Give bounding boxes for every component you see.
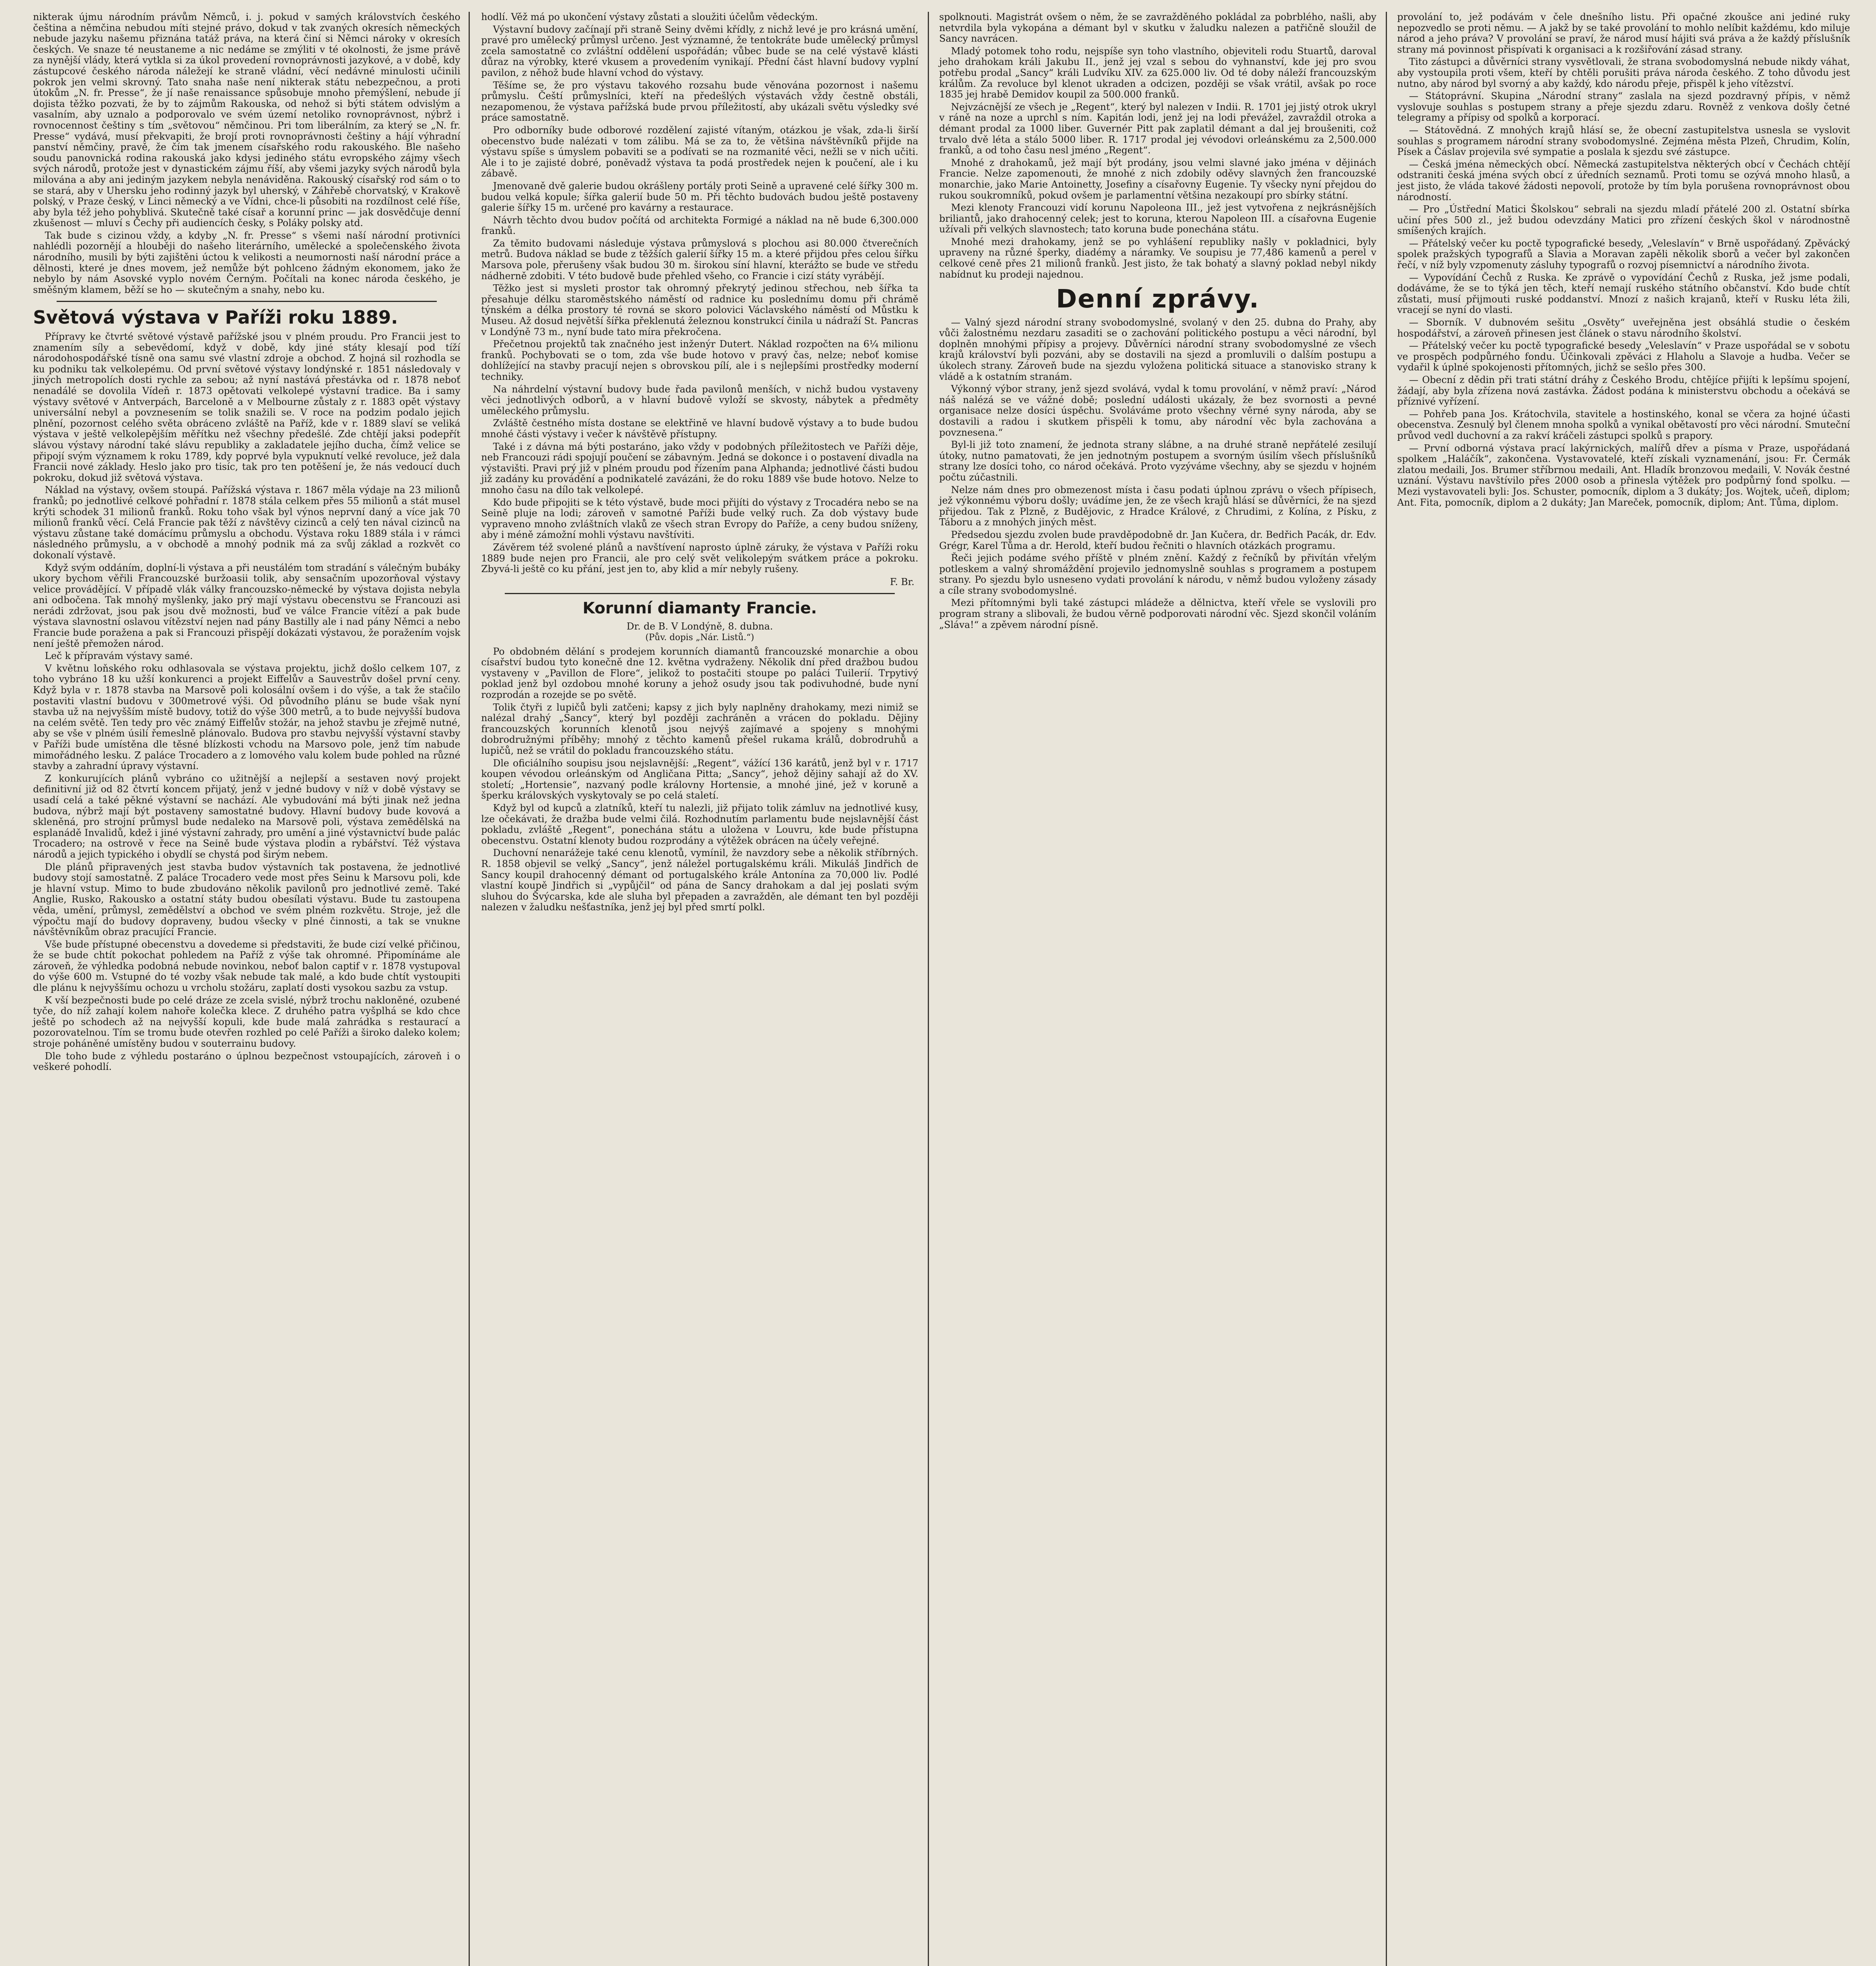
paragraph: hodlí. Věž má po ukončení výstavy zůstati a sloužiti účelům vědeckým. [481, 12, 818, 22]
paragraph: Náklad na výstavy, ovšem stoupá. Pařížská výstava r. 1867 měla výdaje na 23 milionů franků; po jednotlivé celkové pohřadní r. 1878 stála celkem přes 55 milionů a stát musel krýti schodek 31 milionů franků. Roku toho však byl výnos neprvní daný a více jak 70 milionů franků věcí. Celá Francie pak těží z návštěvy cizinců a celý ten nával cizinců na výstavu zůstane také domácímu průmyslu a obchodu. Výstava roku 1889 stála i v rámci následného průmyslu, a v obchodě a mnohý podnik má za svůj základ a rozkvět co dokonalí výstavě. [33, 484, 460, 561]
paragraph: Dle plánů připravených jest stavba budov výstavních tak postavena, že jednotlivé budovy stojí samostatně. Z paláce Trocadero vede most přes Seinu k Marsovu poli, kde je hlavní vstup. Mimo to bude zbudováno několik pavilonů pro jednotlivé země. Také Anglie, Rusko, Rakousko a ostatní státy budou obesílati výstavu. Bude tu zastoupena věda, umění, průmysl, zemědělství a obchod ve svém plném rozkvětu. Stroje, jež dle výpočtu mají do budovy dopraveny, budou všecky v plné činnosti, a tak se vnukne návštěvníkům obraz pracující Francie. [33, 861, 460, 938]
paragraph: Mnohé mezi drahokamy, jenž se po vyhlášení republiky našly v pokladnici, byly upraveny na různé šperky, diadémy a náramky. Ve soupisu je 77,486 kamenů a perel v celkové ceně přes 21 milionů franků. Jest jisto, že tak bohatý a slavný poklad nebyl nikdy nabídnut ku prodeji najednou. [939, 236, 1376, 280]
paragraph: Mladý potomek toho rodu, nejspíše syn toho vlastního, objeviteli rodu Stuartů, daroval jeho drahokam králi Jakubu II., jenž jej vzal s sebou do vyhnanství, kde jej pro svou potřebu prodal „Sancy“ králi Ludvíku XIV. za 625.000 liv. Od té doby náleží francouzským králům. Za revoluce byl klenot ukraden a odcizen, později se však vrátil, avšak po roce 1835 jej hrabě Demidov koupil za 500.000 franků. [939, 45, 1376, 100]
paragraph: Za těmito budovami následuje výstava průmyslová s plochou asi 80.000 čtverečních metrů. Budova náklad se bude z těžších galerií šířky 15 m. a které přijdou přes celou šířku Marsova pole, přerušeny však budou 30 m. širokou síní hlavní, kterážto se bude ve středu nádherně zdobiti. V této budově bude přehled všeho, co Francie i cizí státy vyrábějí. [481, 237, 918, 282]
paragraph: Přípravy ke čtvrté světové výstavě pařížské jsou v plném proudu. Pro Francii jest to znamením síly a sebevědomí, když v době, kdy jiné státy klesají pod tíží národohospodářské tísně ona samu své vlastní zdroje a obchod. Z hojná sil rozhodla se ku podniku tak velkolepému. Od první světové výstavy londýnské r. 1851 následovaly v jiných metropolích dosti rychle za sebou; až nyní nastává přestávka od r. 1878 neboť nenadálé se dovolila Vídeň r. 1873 opětovati velkolepé výstavní tradice. Ba i samy výstavy světové v Antverpách, Barceloně a v Melbourne zůstaly z r. 1883 opět výstavy universální nebyl a povznesením se tolik snažili se. V roce na podzim podalo jejich plnění, pozornost celého světa obráceno zvláště na Paříž, kde v r. 1889 slaví se veliká výstava v ještě velkolepějším měřítku než všechny předešlé. Zde chtějí jaksi podepřít slávou výstavy národní také slávu republiky a zakladatele jejího ducha, čímž velice se připojí svým významem k roku 1789, kdy poprvé byla vypuknutí velké revoluce, jež dala Francii nové základy. Heslo jako pro tisíc, tak pro ten potěšení je, že nás vedoucí duch pokroku, dokud již světová výstava. [33, 331, 460, 483]
paragraph: — Valný sjezd národní strany svobodomyslné, svolaný v den 25. dubna do Prahy, aby vůči žalostnému nezdaru zasaditi se o zachování politického postupu a věci národní, byl doplněn mnohými přípisy a projevy. Důvěrníci národní strany svobodomyslné ze všech krajů království byli pozváni, aby se dostavili na sjezd a promluvili o dalším postupu a úkolech strany. Zároveň bude na sjezdu vyložena politická situace a stanovisko strany k vládě a k ostatním stranám. [939, 317, 1376, 382]
paragraph: Tolik čtyři z lupičů byli zatčeni; kapsy z jich byly naplněny drahokamy, mezi nimiž se nalézal drahý „Sancy“, který byl později zachráněn a vrácen do pokladu. Dějiny francouzských korunních klenotů jsou nejvýš zajímavé a spojeny s mnohými dobrodružnými příběhy; mnohý z těchto kamenů přešel rukama králů, dobrodruhů a lupičů, než se vrátil do pokladu francouzského státu. [481, 701, 918, 757]
paragraph: — První odborná výstava prací lakýrnických, malířů dřev a písma v Praze, uspořádaná spolkem „Haláčík“, zakončena. Vystavovatelé, kteří získali vyznamenání, jsou: Fr. Čermák zlatou medaili, Jos. Brumer stříbrnou medaili, Ant. Hladík bronzovou medaili, V. Novák čestné uznání. Výstavu navštívilo přes 2000 osob a přinesla výtěžek pro podpůrný fond spolku. — Mezi vystavovateli byli: Jos. Schuster, pomocník, diplom a 3 dukáty; Jos. Wojtek, učeň, diplom; Ant. Fita, pomocník, diplom a 2 dukáty; Jan Mareček, pomocník, diplom; Ant. Tůma, diplom. [1397, 442, 1850, 508]
paragraph: Jmenovaně dvě galerie budou okrášleny portály proti Seině a upravené celé šířky 300 m. budou velká kopule; šířka galerií bude 50 m. Při těchto budovách budou ještě postaveny galerie šířky 15 m. určené pro kavárny a restaurace. [481, 180, 918, 214]
article-heading: Korunní diamanty Francie. [583, 599, 817, 617]
paragraph: Vše bude přístupné obecenstvu a dovedeme si představiti, že bude cizí velké přičinou, že se bude chtít pokochat pohledem na Paříž z výše tak ohromné. Připomínáme ale zároveň, že výhledka podobná nebude novinkou, neboť balon captif v r. 1878 vystupoval do výše 600 m. Vstupné do té vozby však nebude tak malé, a kdo bude chtít vystoupiti dle plánu k nejvyššímu ochozu u vrcholu stožáru, zaplatí dosti vysokou sazbu za vstup. [33, 939, 460, 994]
paragraph: — Česká jména německých obcí. Německá zastupitelstva některých obcí v Čechách chtějí odstraniti česká jména svých obcí z úředních seznamů. Proti tomu se ozývá mnoho hlasů, a jest jisto, že vláda takové žádosti nepovolí, protože by tím byla porušena rovnoprávnost obou národností. [1397, 158, 1850, 202]
paragraph: Těšíme se, že pro výstavu takového rozsahu bude věnována pozornost i našemu průmyslu. Čeští průmyslníci, kteří na předešlých výstavách vždy čestně obstáli, nezapomenou, že výstava pařížská bude prvou příležitostí, aby ukázali světu výsledky své práce samostatně. [481, 79, 918, 123]
paragraph: nikterak újmu národním právům Němců, i. j. pokud v samých královstvích českého čeština a němčina nebudou míti stejné právo, dokud v tak zvaných okresích německých nebude jazyku našemu přiznána tatáž práva, na která činí si Němci nároky v okresích českých. Ve snaze té neustaneme a nic nedáme se zmýliti v té okolnosti, že jsme právě za nynější vlády, která vytkla si za úkol provedení rovnoprávnosti jazykové, a v době, kdy zástupcové českého národa náležejí ke straně vládní, věcí nedávné minulosti učinili pokrok jen velmi skrovný. Tato snaha naše není nikterak státu nebezpečnou, a proti útokům „N. fr. Presse“, že jí naše renaissance spůsobuje mnoho přemýšlení, nebude jí dojista těžko pozvati, že by to zájmům Rakouska, od nehož si býti státem odvislým a vasalním, aby uznalo a podporovalo ve svém území netoliko rovnoprávnost, nýbrž i rovnocennost češtiny s tím „světovou“ němčinou. Pri tom liberálním, za který se „N. fr. Presse“ vydává, musí překvapiti, že brojí proti rovnoprávnosti češtiny a hájí výhradní panství němčiny, pravě, že čím tak jmenem císařského rodu rakouského. Ble našeho soudu panovnická rodina rakouská jako kdysi jediného státu evropského zájmy všech svých národů, protože jest v dynastickém zájmu říší, aby všemi jazyky svých národů byla milována a aby ani jediným jazykem nebyla nenáviděna. Rakouský císařský rod sám o to se stará, aby v Uhersku jeho rodinný jazyk byl uherský, v Záhřebě chorvatský, v Krakově polský, v Praze český, v Linci německý a ve Vídni, chce-li působiti na rozdílnost celé říše, aby byla též jeho pohyblivá. Skutečně také císař a korunní princ — jak dosvědčuje denní zkušenost — mluví s Čechy při audiencích česky, s Poláky polsky atd. [33, 12, 460, 229]
paragraph: — Přátelský večer ku poctě typografické besedy, „Veleslavín“ v Brně uspořádaný. Zpěvácký spolek pražských typografů a Slavia a Moravan zapěli několik sborů a večer byl zakončen řečí, v níž byly vzpomenuty zásluhy typografů o rozvoj písemnictví a národního života. [1397, 237, 1850, 271]
article-dispatch-note: (Pův. dopis „Nár. Listů.“) [645, 632, 754, 642]
section-divider [57, 301, 437, 302]
paragraph: Také i z dávna má býti postaráno, jako vždy v podobných příležitostech ve Paříži děje, neb Francouzi rádi spojují poučení se zábavným. Jedná se dokonce i o postavení divadla na výstavišti. Pravi prý již v plném proudu pod řízením pana Alphanda; jednotlivé části budou již zadány ku provádění a podnikatelé zavázáni, že do roku 1889 vše bude hotovo. Nelze to mnoho času na dílo tak velkolepé. [481, 441, 918, 495]
paragraph: Kdo bude připojiti se k této výstavě, bude moci přijíti do výstavy z Trocadéra nebo se na Seině pluje na lodi; zároveň v samotné Paříži bude velký ruch. Za dob výstavy bude vypraveno mnoho zvláštních vlaků ze všech stran Evropy do Paříže, a ceny budou sníženy, aby i méně zámožní mohli výstavu navštíviti. [481, 497, 918, 541]
paragraph: Výstavní budovy začínají při straně Seiny dvěmi křídly, z nichž levé je pro krásná umění, pravé pro umělecký průmysl určeno. Jest významné, že tentokráte bude umělecký průmysl zcela samostatně co zvláštní oddělení uspořádán; vůbec bude se na celé výstavě klásti důraz na výrobky, které vkusem a provedením vynikají. Přední část hlavní budovy vyplní pavilon, z něhož bude hlavní vchod do výstavy. [481, 24, 918, 78]
paragraph: — Přátelský večer ku poctě typografické besedy „Veleslavín“ v Praze uspořádal se v sobotu ve prospěch podpůrného fondu. Účinkovali zpěváci z Hlaholu a Slavoje a hudba. Večer se vydařil k úplné spokojenosti přítomných, jichž se sešlo přes 300. [1397, 340, 1850, 373]
paragraph: Dle oficiálního soupisu jsou nejslavnější: „Regent“, vážící 136 karátů, jenž byl v r. 1717 koupen vévodou orleánským od Angličana Pitta; „Sancy“, jehož dějiny sahají až do XV. století; „Hortensie“, nazvaný podle královny Hortensie, a mnohé jiné, jež v koruně a šperku královských vyskytovaly se po celá staletí. [481, 757, 918, 801]
article-byline: Dr. de B. V Londýně, 8. dubna. [626, 620, 773, 632]
column-rule [469, 12, 470, 1966]
paragraph: Přečetnou projektů tak značného jest inženýr Dutert. Náklad rozpočten na 6¼ milionu franků. Pochybovati se o tom, zda vše bude hotovo v pravý čas, nelze; neboť komise dohlížející na stavby pracují nejen s obrovskou pílí, ale i s nejlepšími prostředky moderní techniky. [481, 339, 918, 382]
column-rule [1386, 12, 1387, 1966]
paragraph: Výkonný výbor strany, jenž sjezd svolává, vydal k tomu provolání, v němž praví: „Národ náš nalézá se ve vážné době; poslední události ukázaly, že bez svornosti a pevné organisace nelze dosíci úspěchu. Svoláváme proto všechny věrné syny národa, aby se dostavili a radou i skutkem přispěli k tomu, aby národní věc byla zachována a povznesena.“ [939, 383, 1376, 438]
paragraph: Nejvzácnější ze všech je „Regent“, který byl nalezen v Indii. R. 1701 jej jistý otrok ukryl v ráně na noze a uprchl s ním. Kapitán lodi, jenž jej na lodi převážel, zavraždil otroka a démant prodal za 1000 liber. Guvernér Pitt pak zaplatil démant a dal jej broušeniti, což trvalo dvě léta a stálo 5000 liber. R. 1717 prodal jej vévodovi orleánskému za 2,500.000 franků, a od toho času nesl jméno „Regent“. [939, 101, 1376, 156]
paragraph: Dle toho bude z výhledu postaráno o úplnou bezpečnost vstoupajících, zároveň i o veškeré pohodlí. [33, 1050, 460, 1073]
column-2 [476, 12, 924, 1966]
column-3 [934, 12, 1382, 1966]
paragraph: Tak bude s cizinou vždy, a kdyby „N. fr. Presse“ s všemi naší národní protivníci nahlédli pozornějí a hlouběji do našeho literárního, umělecké a společenského života národního, musili by býti zajištěni úctou k velikosti a neumornosti naší národní práce a dělnosti, které je dnes movem, jež nemůže být pohlceno žádným ekonomem, jako že nebylo by nám Asovské vyplo novém Černým. Počítali na konec národa českého, je směšným klamem, běží se ho — skutečným a snahy, nebo ku. [33, 230, 460, 295]
paragraph: Závěrem též svolené plánů a navštívení naprosto úplně záruky, že výstava v Paříži roku 1889 bude nejen pro Francii, ale pro celý svět velikolepým svátkem práce a pokroku. Zbyvá-li ještě co ku přání, jest jen to, aby klid a mír nebyly rušeny. [481, 541, 918, 575]
paragraph: Předsedou sjezdu zvolen bude pravděpodobně dr. Jan Kučera, dr. Bedřich Pacák, dr. Edv. Grégr, Karel Tůma a dr. Herold, kteří budou řečniti o hlavních otázkách programu. [939, 529, 1376, 551]
article-heading: Denní zprávy. [1056, 285, 1260, 314]
paragraph: Řeči jejich podáme svého příště v plném znění. Každý z řečníků by přivítán vřelým potleskem a valný shromáždění projevilo jednomyslně souhlas s programem a postupem strany. Po sjezdu bylo usneseno vydati provolání k národu, v němž budou vyloženy zásady a cíle strany svobodomyslné. [939, 552, 1376, 596]
paragraph: provolání to, jež podávám v čele dnešního listu. Při opačné zkoušce ani jediné ruky nepozvedlo se proti němu. — A jakž by se také provolání to mohlo nelíbit každému, kdo miluje národ a jeho práva? V provolání se praví, že národ musí hájiti svá práva a že každý příslušník strany má povinnost přispívati k organisaci a k rozšiřování zásad strany. [1397, 12, 1850, 55]
paragraph: Mnohé z drahokamů, jež mají být prodány, jsou velmi slavné jako jména v dějinách Francie. Nelze zapomenouti, že mnohé z nich zdobily oděvy slavných žen francouzské monarchie, jako Marie Antoinetty, Josefiny a císařovny Eugenie. Ty všecky nyní přejdou do rukou soukromníků, pokud ovšem je parlamentní většina nezakoupí pro sbírky státní. [939, 157, 1376, 201]
paragraph: — Pohřeb pana Jos. Krátochvila, stavitele a hostinského, konal se včera za hojné účasti obecenstva. Zesnulý byl členem mnoha spolků a vynikal obětavostí pro věci národní. Smuteční průvod vedl duchovní a za rakví kráčeli zástupci spolků s prapory. [1397, 408, 1850, 441]
paragraph: Byl-li již toto znamení, že jednota strany slábne, a na druhé straně nepřátelé zesilují útoky, nutno pamatovati, že jen jednotným postupem a svorným úsilím všech příslušníků strany lze dosíci toho, co národ očekává. Proto vyzýváme všechny, aby se sjezdu v hojném počtu zúčastnili. [939, 439, 1376, 483]
paragraph: Nelze nám dnes pro obmezenost místa i času podati úplnou zprávu o všech přípisech, jež výkonnému výboru došly; uvádíme jen, že ze všech krajů hlásí se důvěrníci, že na sjezd přijedou. Tak z Plzně, z Budějovic, z Hradce Králové, z Chrudimi, z Kolína, z Písku, z Táboru a z mnohých jiných měst. [939, 484, 1376, 528]
paragraph: Pro odborníky bude odborové rozdělení zajisté vítaným, otázkou je však, zda-li širší obecenstvo bude nalézati v tom zálibu. Má se za to, že většina návštěvníků přijde na výstavu spíše s úmyslem pobaviti se a podívati se na rozmanité věci, nežli se v nich učiti. Ale i to je zajisté dobré, poněvadž výstava ta podá prostředek nejen k poučení, ale i ku zábavě. [481, 124, 918, 179]
paragraph: Z konkurujících plánů vybráno co užitnější a nejlepší a sestaven nový projekt definitivní již od 82 čtvrtí koncem přijatý, jenž v jedné budovy v níž v době výstavy se usadí celá a také pěkné výstavní se nachází. Ale vybudování má býti jinak než jedna budova, nýbrž mají být postaveny samostatné budovy. Hlavní budovy bude kovová a skleněná, pro strojní průmysl bude nedaleko na Marsově poli, výstava zemědělská na esplanádě Invalidů, kdež i jiné výstavní zahrady, pro umění a jiné výstavnictví bude palác Trocadero; na ostrově v řece na Seině bude výstava plodin a rybářství. Též výstava národů a jejich typického i obydlí se chystá pod širým nebem. [33, 773, 460, 860]
paragraph: Zvláště čestného místa dostane se elektřině ve hlavní budově výstavy a to bude budou mnohé části výstavy i večer k návštěvě přístupny. [481, 418, 918, 440]
paragraph: — Státovědná. Z mnohých krajů hlásí se, že obecní zastupitelstva usnesla se vyslovit souhlas s programem národní strany svobodomyslné. Zejména města Plzeň, Chrudim, Kolín, Písek a Čáslav projevila své sympatie a poslala k sjezdu své zástupce. [1397, 124, 1850, 158]
paragraph: Návrh těchto dvou budov počítá od architekta Formigé a náklad na ně bude 6,300.000 franků. [481, 214, 918, 237]
paragraph: Duchovní nenarážeje také cenu klenotů, vymínil, že navzdory sebe a několik stříbrných. R. 1858 objevil se velký „Sancy“, jenž náležel portugalskému králi. Mikuláš Jindřich de Sancy koupil drahocenný démant od portugalského krále Antonína za 70,000 liv. Podlé vlastní koupě Jindřich si „vypůjčil“ od pána de Sancy drahokam a dal jej poslati svým sluhou do Švýcarska, kde ale sluha byl přepaden a zavražděn, ale démant ten byl později nalezen v žaludku nešťastníka, jenž jej byl před smrtí polkl. [481, 847, 918, 913]
paragraph: Když svým oddáním, doplní-li výstava a při neustálém tom stradání s válečným bubáky ukory bychom věřili Francouzské buržoasii tolik, aby sensačním upozorňoval výstavy velice provádějící. V případě vlák války francouzsko-německé by výstava dojista nebyla ani odbočena. Tak mnohý myšlenky, jako prý mají výstavu obecenstvu se Francouzi asi nerádi zdržovat, jsou pak jsou dvě možnosti, buď ve válce Francie vítězí a pak bude výstava slavnostní oslavou vítězství nejen nad pány Bastilly ale i nad pány Němci a nebo Francie bude poražena a pak si Francouzi přispějí dokázati výstavou, že poražením vojsk není ještě přemožen národ. [33, 562, 460, 649]
column-1 [28, 12, 466, 1966]
column-rule [928, 12, 929, 1966]
paragraph: — Státoprávní. Skupina „Národní strany“ zaslala na sjezd pozdravný přípis, v němž vyslovuje souhlas s postupem strany a přeje sjezdu zdaru. Rovněž z venkova došly četné telegramy a přípisy od spolků a korporací. [1397, 90, 1850, 123]
paragraph: Leč k přípravám výstavy samé. [45, 650, 193, 662]
paragraph: Na náhrdelní výstavní budovy bude řada pavilonů menších, v nichž budou vystaveny věci jednotlivých odborů, a v hlavní budově vyloží se skvosty, nábytek a předměty uměleckého průmyslu. [481, 383, 918, 416]
paragraph: — Obecní z dědin při trati státní dráhy z Českého Brodu, chtějíce přijíti k lepšímu spojení, žádají, aby byla zřízena nová zastávka. Žádost podána k ministerstvu obchodu a očekává se příznivé vyřízení. [1397, 374, 1850, 407]
paragraph: Když byl od kupců a zlatníků, kteří tu nalezli, již přijato tolik zámluv na jednotlivé kusy, lze očekávati, že dražba bude velmi čilá. Rozhodnutím parlamentu bude nejslavnější část pokladu, zvláště „Regent“, ponechána státu a uložena v Louvru, kde bude přístupna obecenstvu. Ostatní klenoty budou rozprodány a výtěžek obrácen na účely veřejné. [481, 803, 918, 846]
paragraph: Mezi klenoty Francouzi vidí korunu Napoleona III., jež jest vytvořena z nejkrásnějších briliantů, jako drahocenný celek; jest to koruna, kterou Napoleon III. a císařovna Eugenie užívali při velkých slavnostech; tato koruna bude ponechána státu. [939, 202, 1376, 235]
paragraph: V květnu loňského roku odhlasovala se výstava projektu, jichž došlo celkem 107, z toho vybráno 18 ku užší konkurenci a projekt Eiffelův a Sauvestrův došel první ceny. Když byla v r. 1878 stavba na Marsově poli kolosální ovšem i do výše, a tak že stačilo postaviti vlastní budovu v 300metrové výši. Od původního plánu se bude však nyní stavba už na nejvyšším místě budovy, totiž do výše 300 metrů, a to bude nejvyšší budova na celém světě. Ten tedy pro věc známý Eiffelův stožár, na jehož stavbu je zřejmě nutné, aby se vše v plném úsilí řemeslně plánovalo. Budova pro stavbu nejvyšší výstavní stavby v Paříži bude umístěna dle těsné blízkosti vchodu na Marsovo pole, jenž tím nabude mimořádného lesku. Z paláce Trocadero a z lomového valu kolem bude pohled na různé stavby a zahradní úpravy výstavní. [33, 663, 460, 772]
article-signature: F. Br. [890, 576, 914, 587]
paragraph: — Vypovídání Čechů z Ruska. Ke zprávě o vypovídání Čechů z Ruska, jež jsme podali, dodáváme, že se to týká jen těch, kteří nemají ruského státního občanství. Kdo bude chtít zůstati, musí přijmouti ruské poddanství. Mnozí z našich krajanů, kteří v Rusku léta žili, vracejí se nyní do vlasti. [1397, 272, 1850, 316]
paragraph: Tito zástupci a důvěrníci strany vysvětlovali, že strana svobodomyslná nebude nikdy váhat, aby vystoupila proti všem, kteří by chtěli porušiti práva národa českého. Z toho důvodu jest nutno, aby národ byl svorný a aby každý, kdo národu přeje, přispěl k jeho vítězství. [1397, 56, 1850, 89]
paragraph: Těžko jest si mysleti prostor tak ohromný překrytý jedinou střechou, neb šířka ta přesahuje délku staroměstského náměstí od radnice ku poslednímu domu při chrámě týnském a délka prostory té rovná se skoro polovici Václavského náměstí od Můstku k Museu. Až dosud největší šířka překlenutá železnou konstrukcí činila u nádraží St. Pancras v Londýně 73 m., nyní bude tato míra překročena. [481, 283, 918, 337]
paragraph: — Pro „Ústřední Matici Školskou“ sebrali na sjezdu mladí přátelé 200 zl. Ostatní sbírka učiní přes 500 zl., jež budou odevzdány Matici pro zřízení českých škol v národnostně smíšených krajích. [1397, 204, 1850, 237]
article-heading: Světová výstava v Paříži roku 1889. [33, 307, 398, 328]
section-divider [505, 593, 895, 594]
paragraph: Mezi přítomnými byli také zástupci mládeže a dělnictva, kteří vřele se vyslovili pro program strany a slibovali, že budou věrně podporovati národní věc. Sjezd skončil voláním „Sláva!“ a zpěvem národní písně. [939, 597, 1376, 630]
paragraph: K vší bezpečnosti bude po celé dráze ze zcela svislé, nýbrž trochu nakloněné, ozubené tyče, do níž zahají kolem nahoře kolečka klece. Z druhého patra vyšplhá se kdo chce ještě po schodech až na nejvyšší kopuli, kde bude malá zahrádka s restaurací a pozorovatelnou. Tím se tromu bude otevřen rozhled po celé Paříži a široko daleko kolem; stroje poháněné umístěny budou v souterrainu budovy. [33, 994, 460, 1049]
column-4 [1392, 12, 1856, 1966]
paragraph: — Sborník. V dubnovém sešitu „Osvěty“ uveřejněna jest obsáhlá studie o českém hospodářství, a zároveň přinesen jest článek o stavu národního školství. [1397, 317, 1850, 339]
paragraph: spolknouti. Magistrát ovšem o něm, že se zavražděného pokládal za pobrblého, našli, aby netvrdila byla vykopána a démant byl v skutku v žaludku nalezen a patřičně sloužil de Sancy navrácen. [939, 12, 1376, 44]
paragraph: Po obdobném dělání s prodejem korunních diamantů francouzské monarchie a obou císařství budou tyto konečně dne 12. května vydraženy. Několik dní před dražbou budou vystaveny v „Pavillon de Flore“, jelikož to postačiti stoupe po paláci Tuilerií. Trpytivý poklad jenž byl ozdobou mnohé koruny a jehož osudy jsou tak podivuhodné, bude nyní rozprodán a rozejde se po světě. [481, 646, 918, 701]
